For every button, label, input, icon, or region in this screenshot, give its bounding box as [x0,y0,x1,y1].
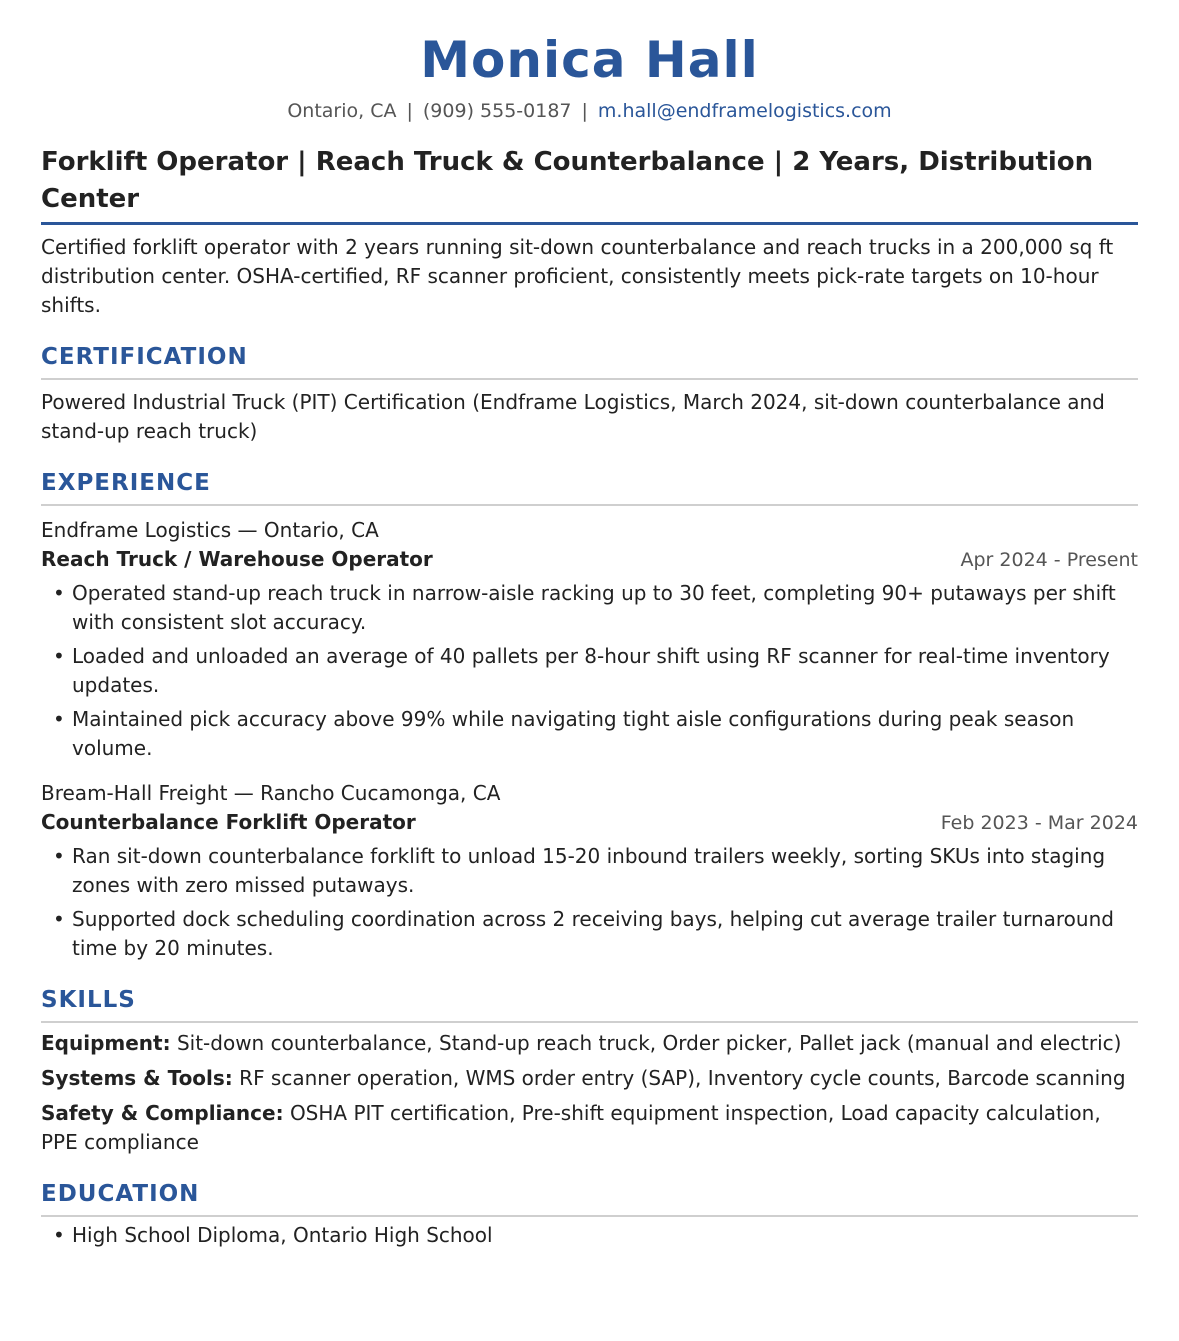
skill-group [41,1099,1138,1157]
skills-heading: SKILLS [41,985,1138,1023]
job-bullets [41,842,1138,963]
job-company: Bream-Hall Freight — Rancho Cucamonga, CA [41,781,501,805]
job-role: Counterbalance Forklift Operator [41,810,416,834]
bullet-item: • Operated stand-up reach truck in narrow-aisle racking up to 30 feet, completing 90+ putaways per shift with consistent slot accuracy. [41,579,1138,637]
job-company: Endframe Logistics — Ontario, CA [41,518,379,542]
skill-group-label: Systems & Tools: [41,1066,233,1090]
job-entry [41,516,1138,763]
professional-headline: Forklift Operator | Reach Truck & Counterbalance | 2 Years, Distribution Center [41,144,1138,225]
resume-body [41,144,1138,1255]
job-dates: Apr 2024 - Present [960,549,1138,571]
job-role: Reach Truck / Warehouse Operator [41,547,433,571]
skill-group-text: RF scanner operation, WMS order entry (SAP), Inventory cycle counts, Barcode scanning [239,1066,1126,1090]
job-entry [41,779,1138,963]
education-heading: EDUCATION [41,1179,1138,1217]
skill-group-label: Equipment: [41,1031,171,1055]
contact-separator: | [406,100,413,122]
job-bullets [41,579,1138,763]
candidate-name: Monica Hall [420,31,759,89]
job-dates: Feb 2023 - Mar 2024 [940,812,1138,834]
certification-text: Powered Industrial Truck (PIT) Certification (Endframe Logistics, March 2024, sit-down counterbalance and stand-up reach truck) [41,390,1105,443]
experience-heading: EXPERIENCE [41,468,1138,506]
summary: Certified forklift operator with 2 years running sit-down counterbalance and reach trucks in a 200,000 sq ft distribution center. OSHA-certified, RF scanner proficient, consistently meets pick-rate targets on 10-hour shifts. [41,235,1114,317]
bullet-item: • Ran sit-down counterbalance forklift to unload 15-20 inbound trailers weekly, sorting SKUs into staging zones with zero missed putaways. [41,842,1138,900]
bullet-item: • Supported dock scheduling coordination across 2 receiving bays, helping cut average trailer turnaround time by 20 minutes. [41,905,1138,963]
job-role-row [41,808,1138,838]
phone: (909) 555-0187 [422,100,572,122]
skill-group [41,1029,1138,1058]
bullet-item: • Loaded and unloaded an average of 40 pallets per 8-hour shift using RF scanner for real-time inventory updates. [41,642,1138,700]
bullet-item: • Maintained pick accuracy above 99% while navigating tight aisle configurations during peak season volume. [41,705,1138,763]
location: Ontario, CA [287,100,397,122]
skill-group-text: Sit-down counterbalance, Stand-up reach truck, Order picker, Pallet jack (manual and electric) [176,1031,1122,1055]
contact-separator: | [581,100,588,122]
skill-group-label: Safety & Compliance: [41,1101,284,1125]
job-role-row [41,545,1138,575]
education-item: • High School Diploma, Ontario High School [41,1221,1138,1250]
email-link[interactable]: m.hall@endframelogistics.com [597,100,892,122]
skill-group [41,1064,1138,1093]
skill-group-text: OSHA PIT certification, Pre-shift equipment inspection, Load capacity calculation, PPE compliance [41,1101,1101,1154]
contact-line [0,98,1179,124]
education-list [41,1221,1138,1250]
certification-heading: CERTIFICATION [41,342,1138,380]
